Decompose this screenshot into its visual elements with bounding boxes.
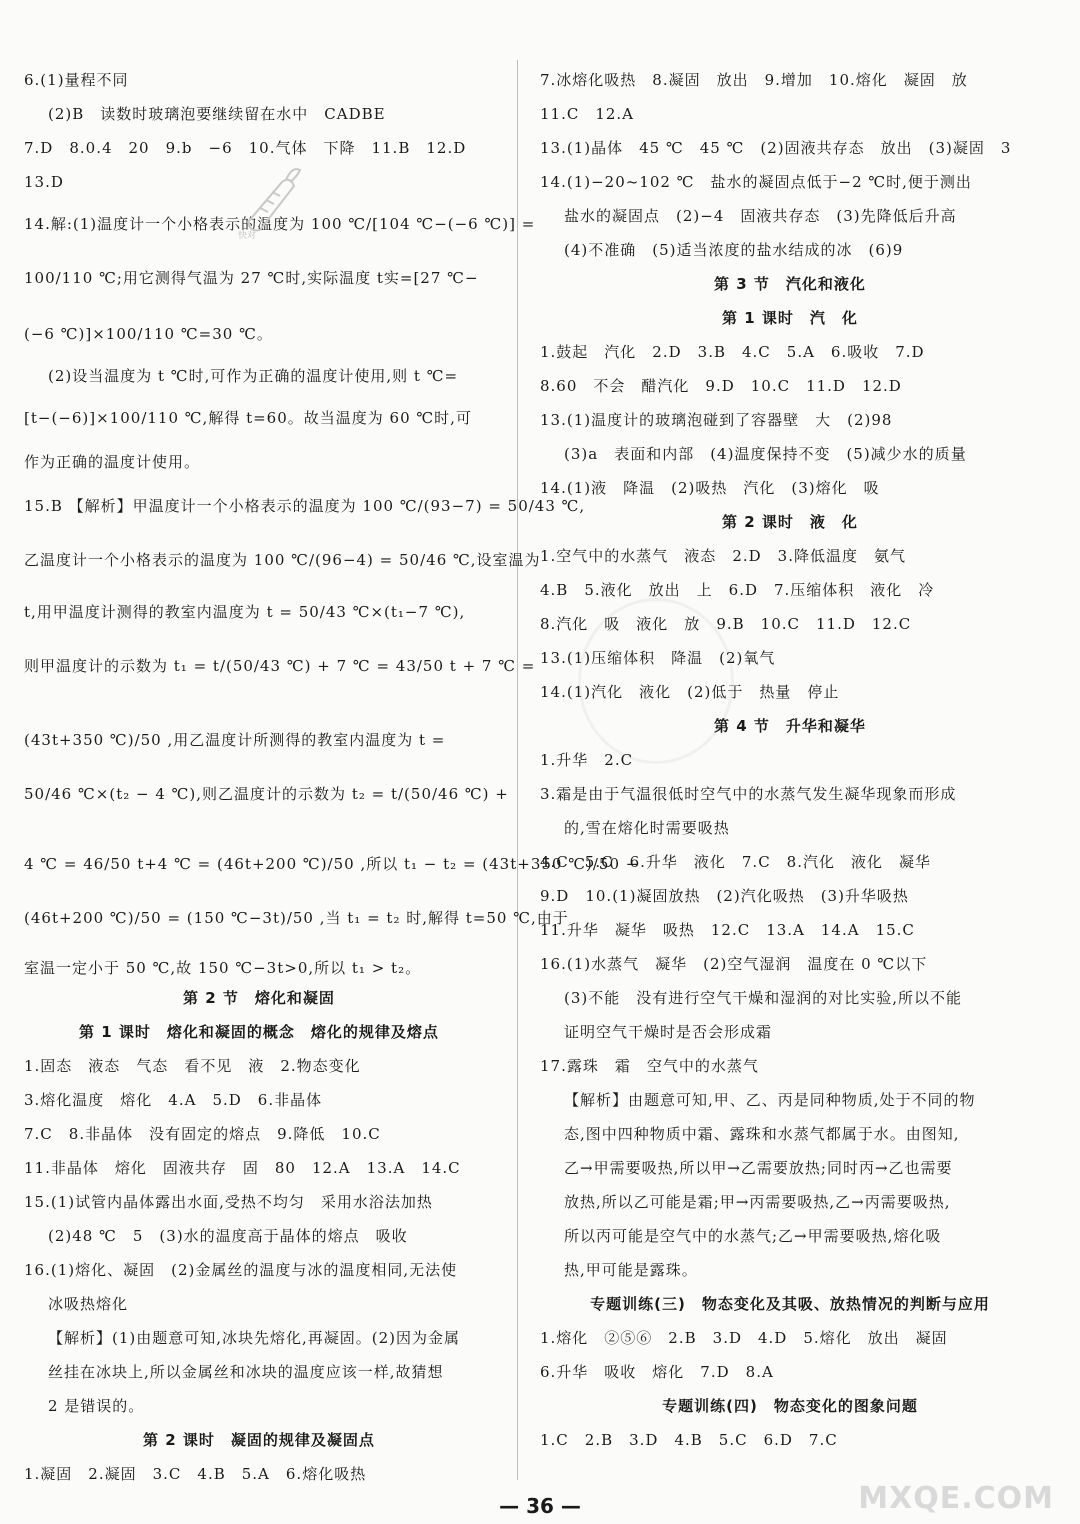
carrot-logo-label: 快对 [238, 231, 257, 240]
answer-line: 丝挂在冰块上,所以金属丝和冰块的温度应该一样,故猜想 [48, 1363, 444, 1381]
answer-line: 6.升华 吸收 熔化 7.D 8.A [540, 1363, 774, 1381]
answer-line: 16.(1)熔化、凝固 (2)金属丝的温度与冰的温度相同,无法使 [24, 1261, 458, 1279]
answer-line: [t−(−6)]×100/110 ℃,解得 t=60。故当温度为 60 ℃时,可 [24, 409, 472, 427]
answer-line: 3.霜是由于气温很低时空气中的水蒸气发生凝华现象而形成 [540, 785, 957, 803]
answer-line: 4 ℃ = 46/50 t+4 ℃ = (46t+200 ℃)/50 ,所以 t₁ − t₂ = (43t+350 ℃)/50 − [24, 855, 640, 873]
answer-line: 1.空气中的水蒸气 液态 2.D 3.降低温度 氨气 [540, 547, 906, 565]
answer-line: 盐水的凝固点 (2)−4 固液共存态 (3)先降低后升高 [564, 207, 957, 225]
answer-line: 7.C 8.非晶体 没有固定的熔点 9.降低 10.C [24, 1125, 381, 1143]
answer-line: 1.熔化 ②⑤⑥ 2.B 3.D 4.D 5.熔化 放出 凝固 [540, 1329, 948, 1347]
section-heading: 专题训练(三) 物态变化及其吸、放热情况的判断与应用 [590, 1295, 990, 1313]
answer-line: 11.C 12.A [540, 105, 635, 123]
answer-line: 4.B 5.液化 放出 上 6.D 7.压缩体积 液化 冷 [540, 581, 935, 599]
answer-line: (3)a 表面和内部 (4)温度保持不变 (5)减少水的质量 [564, 445, 967, 463]
section-heading: 第 3 节 汽化和液化 [714, 275, 866, 293]
answer-line: 14.(1)汽化 液化 (2)低于 热量 停止 [540, 683, 840, 701]
answer-line: t,用甲温度计测得的教室内温度为 t = 50/43 ℃×(t₁−7 ℃), [24, 603, 466, 621]
section-heading: 第 2 节 熔化和凝固 [183, 989, 335, 1007]
answer-line: (2)48 ℃ 5 (3)水的温度高于晶体的熔点 吸收 [48, 1227, 408, 1245]
answer-line: 1.C 2.B 3.D 4.B 5.C 6.D 7.C [540, 1431, 838, 1449]
watermark-text: MXQE.COM [858, 1481, 1054, 1516]
answer-line: 则甲温度计的示数为 t₁ = t/(50/43 ℃) + 7 ℃ = 43/50 t + 7 ℃ = [24, 657, 536, 675]
answer-line: 11.非晶体 熔化 固液共存 固 80 12.A 13.A 14.C [24, 1159, 461, 1177]
answer-line: (2)设当温度为 t ℃时,可作为正确的温度计使用,则 t ℃= [48, 367, 459, 385]
answer-line: 6.(1)量程不同 [24, 71, 129, 89]
answer-line: 乙温度计一个小格表示的温度为 100 ℃/(96−4) = 50/46 ℃,设室温为 [24, 551, 541, 569]
answer-line: 所以丙可能是空气中的水蒸气;乙→甲需要吸热,熔化吸 [564, 1227, 942, 1245]
answer-line: (43t+350 ℃)/50 ,用乙温度计所测得的教室内温度为 t = [24, 731, 446, 749]
section-heading: 第 2 课时 液 化 [722, 513, 858, 531]
section-heading: 第 1 课时 汽 化 [722, 309, 858, 327]
answer-line: 放热,所以乙可能是霜;甲→丙需要吸热,乙→丙需要吸热, [564, 1193, 951, 1211]
answer-line: 14.解:(1)温度计一个小格表示的温度为 100 ℃/[104 ℃−(−6 ℃)] = [24, 215, 536, 233]
answer-line: 8.60 不会 醋汽化 9.D 10.C 11.D 12.D [540, 377, 902, 395]
answer-line: 室温一定小于 50 ℃,故 150 ℃−3t>0,所以 t₁ > t₂。 [24, 959, 422, 977]
answer-line: 13.(1)压缩体积 降温 (2)氧气 [540, 649, 776, 667]
answer-line: 13.D [24, 173, 64, 191]
column-divider [517, 60, 518, 1480]
answer-line: (4)不准确 (5)适当浓度的盐水结成的冰 (6)9 [564, 241, 904, 259]
answer-line: 1.升华 2.C [540, 751, 634, 769]
answer-line: 【解析】由题意可知,甲、乙、丙是同种物质,处于不同的物 [564, 1091, 976, 1109]
section-heading: 第 2 课时 凝固的规律及凝固点 [143, 1431, 375, 1449]
answer-line: 【解析】(1)由题意可知,冰块先熔化,再凝固。(2)因为金属 [48, 1329, 461, 1347]
section-heading: 第 4 节 升华和凝华 [714, 717, 866, 735]
answer-line: 16.(1)水蒸气 凝华 (2)空气湿润 温度在 0 ℃以下 [540, 955, 928, 973]
answer-line: (−6 ℃)]×100/110 ℃=30 ℃。 [24, 325, 273, 343]
carrot-logo-icon [230, 160, 310, 240]
answer-line: 2 是错误的。 [48, 1397, 145, 1415]
answer-line: 冰吸热熔化 [48, 1295, 129, 1313]
page-number: — 36 — [499, 1494, 581, 1518]
answer-line: 1.凝固 2.凝固 3.C 4.B 5.A 6.熔化吸热 [24, 1465, 367, 1483]
answer-line: 乙→甲需要吸热,所以甲→乙需要放热;同时丙→乙也需要 [564, 1159, 953, 1177]
answer-line: 8.汽化 吸 液化 放 9.B 10.C 11.D 12.C [540, 615, 912, 633]
answer-line: (46t+200 ℃)/50 = (150 ℃−3t)/50 ,当 t₁ = t₂ 时,解得 t=50 ℃,由于 [24, 909, 569, 927]
answer-line: 3.熔化温度 熔化 4.A 5.D 6.非晶体 [24, 1091, 323, 1109]
answer-line: 的,雪在熔化时需要吸热 [564, 819, 730, 837]
answer-line: 9.D 10.(1)凝固放热 (2)汽化吸热 (3)升华吸热 [540, 887, 909, 905]
answer-line: 1.鼓起 汽化 2.D 3.B 4.C 5.A 6.吸收 7.D [540, 343, 925, 361]
answer-line: 4.C 5.C 6.升华 液化 7.C 8.汽化 液化 凝华 [540, 853, 931, 871]
answer-line: 11.升华 凝华 吸热 12.C 13.A 14.A 15.C [540, 921, 915, 939]
answer-line: 50/46 ℃×(t₂ − 4 ℃),则乙温度计的示数为 t₂ = t/(50/46 ℃) + [24, 785, 509, 803]
answer-line: (3)不能 没有进行空气干燥和湿润的对比实验,所以不能 [564, 989, 963, 1007]
answer-line: 1.固态 液态 气态 看不见 液 2.物态变化 [24, 1057, 361, 1075]
answer-line: (2)B 读数时玻璃泡要继续留在水中 CADBE [48, 105, 386, 123]
answer-line: 17.露珠 霜 空气中的水蒸气 [540, 1057, 759, 1075]
answer-line: 100/110 ℃;用它测得气温为 27 ℃时,实际温度 t实=[27 ℃− [24, 269, 479, 287]
answer-line: 13.(1)温度计的玻璃泡碰到了容器壁 大 (2)98 [540, 411, 893, 429]
answer-line: 态,图中四种物质中霜、露珠和水蒸气都属于水。由图知, [564, 1125, 960, 1143]
answer-line: 证明空气干燥时是否会形成霜 [564, 1023, 773, 1041]
answer-line: 14.(1)−20~102 ℃ 盐水的凝固点低于−2 ℃时,便于测出 [540, 173, 972, 191]
answer-line: 14.(1)液 降温 (2)吸热 汽化 (3)熔化 吸 [540, 479, 880, 497]
answer-line: 7.D 8.0.4 20 9.b −6 10.气体 下降 11.B 12.D [24, 139, 467, 157]
answer-line: 13.(1)晶体 45 ℃ 45 ℃ (2)固液共存态 放出 (3)凝固 3 [540, 139, 1012, 157]
section-heading: 第 1 课时 熔化和凝固的概念 熔化的规律及熔点 [79, 1023, 439, 1041]
answer-line: 7.冰熔化吸热 8.凝固 放出 9.增加 10.熔化 凝固 放 [540, 71, 968, 89]
answer-line: 15.B 【解析】甲温度计一个小格表示的温度为 100 ℃/(93−7) = 50/43 ℃, [24, 497, 586, 515]
answer-line: 15.(1)试管内晶体露出水面,受热不均匀 采用水浴法加热 [24, 1193, 433, 1211]
section-heading: 专题训练(四) 物态变化的图象问题 [662, 1397, 918, 1415]
answer-line: 作为正确的温度计使用。 [24, 453, 201, 471]
answer-line: 热,甲可能是露珠。 [564, 1261, 698, 1279]
